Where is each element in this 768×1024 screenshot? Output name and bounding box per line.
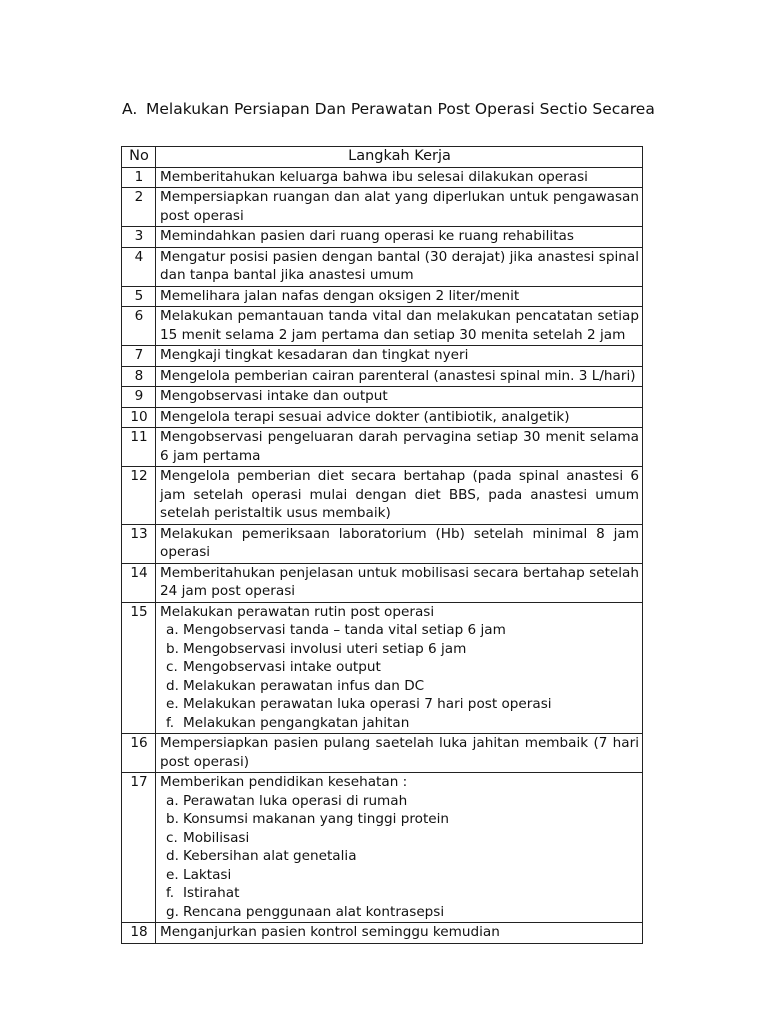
row-step-cell	[156, 227, 643, 248]
table-row	[122, 602, 643, 734]
step-text: Mengelola pemberian cairan parenteral (anastesi spinal min. 3 L/hari)	[160, 367, 636, 384]
sub-step-marker: e.	[166, 866, 179, 883]
step-text: Memberikan pendidikan kesehatan :	[160, 774, 408, 790]
sub-step-item	[160, 621, 639, 640]
row-step-cell	[156, 734, 643, 773]
table-row	[122, 467, 643, 525]
row-number: 6	[122, 307, 156, 346]
table-row	[122, 307, 643, 346]
header-step: Langkah Kerja	[156, 147, 643, 168]
row-step-cell	[156, 602, 643, 734]
sub-step-text: Kebersihan alat genetalia	[183, 848, 357, 864]
row-number: 15	[122, 602, 156, 734]
sub-step-text: Rencana penggunaan alat kontrasepsi	[183, 903, 445, 920]
table-row	[122, 923, 643, 944]
step-text: Mengelola terapi sesuai advice dokter (antibiotik, analgetik)	[160, 408, 570, 425]
table-row	[122, 524, 643, 563]
table-row	[122, 227, 643, 248]
sub-step-marker: d.	[166, 848, 179, 864]
table-row	[122, 773, 643, 923]
step-text: Melakukan perawatan rutin post operasi	[160, 603, 435, 620]
table-row	[122, 407, 643, 428]
row-step-cell	[156, 247, 643, 286]
sub-step-item	[160, 714, 639, 733]
step-text: Mempersiapkan ruangan dan alat yang diperlukan untuk pengawasan post operasi	[160, 189, 639, 224]
row-number: 18	[122, 923, 156, 944]
step-text: Mengobservasi pengeluaran darah pervagina setiap 30 menit selama 6 jam pertama	[160, 429, 639, 464]
row-number: 16	[122, 734, 156, 773]
table-body	[122, 167, 643, 943]
row-step-cell	[156, 307, 643, 346]
row-number: 5	[122, 286, 156, 307]
table-row	[122, 428, 643, 467]
table-row	[122, 188, 643, 227]
step-text: Memberitahukan keluarga bahwa ibu selesai dilakukan operasi	[160, 168, 588, 185]
sub-step-text: Perawatan luka operasi di rumah	[183, 792, 408, 809]
row-step-cell	[156, 524, 643, 563]
row-step-cell	[156, 346, 643, 367]
row-number: 10	[122, 407, 156, 428]
sub-step-marker: b.	[166, 640, 179, 657]
sub-step-list	[160, 621, 639, 732]
sub-step-item	[160, 640, 639, 659]
row-number: 3	[122, 227, 156, 248]
table-row	[122, 247, 643, 286]
sub-step-item	[160, 658, 639, 677]
table-row	[122, 167, 643, 188]
step-text: Memberitahukan penjelasan untuk mobilisasi secara bertahap setelah 24 jam post operasi	[160, 564, 639, 599]
row-number: 1	[122, 167, 156, 188]
sub-step-item	[160, 792, 639, 811]
table-row	[122, 346, 643, 367]
row-step-cell	[156, 467, 643, 525]
row-step-cell	[156, 366, 643, 387]
step-text: Melakukan pemantauan tanda vital dan melakukan pencatatan setiap 15 menit selama 2 jam pertama dan setiap 30 menita setelah 2 jam	[160, 308, 639, 343]
row-step-cell	[156, 167, 643, 188]
table-row	[122, 734, 643, 773]
step-text: Melakukan pemeriksaan laboratorium (Hb) setelah minimal 8 jam operasi	[160, 525, 639, 560]
sub-step-item	[160, 810, 639, 829]
row-step-cell	[156, 387, 643, 408]
sub-step-marker: c.	[166, 659, 178, 675]
section-heading	[122, 100, 682, 118]
table-row	[122, 286, 643, 307]
row-step-cell	[156, 773, 643, 923]
table-row	[122, 366, 643, 387]
sub-step-marker: c.	[166, 829, 178, 846]
table-row	[122, 387, 643, 408]
sub-step-text: Melakukan perawatan luka operasi 7 hari post operasi	[183, 696, 552, 712]
section-number: A.	[122, 100, 138, 118]
sub-step-list	[160, 792, 639, 922]
row-number: 17	[122, 773, 156, 923]
sub-step-text: Mengobservasi tanda – tanda vital setiap 6 jam	[183, 622, 506, 638]
table-header-row	[122, 147, 643, 168]
row-step-cell	[156, 286, 643, 307]
step-text: Mengelola pemberian diet secara bertahap (pada spinal anastesi 6 jam setelah operasi mulai dengan diet BBS, pada anastesi umum setelah peristaltik usus membaik)	[160, 468, 639, 521]
section-title: Melakukan Persiapan Dan Perawatan Post Operasi Sectio Secarea	[146, 100, 655, 118]
sub-step-marker: e.	[166, 696, 179, 712]
sub-step-item	[160, 847, 639, 866]
sub-step-marker: f.	[166, 714, 175, 731]
sub-step-text: Laktasi	[183, 866, 232, 883]
sub-step-item	[160, 884, 639, 903]
step-text: Menganjurkan pasien kontrol seminggu kemudian	[160, 924, 500, 940]
sub-step-text: Melakukan perawatan infus dan DC	[183, 677, 425, 694]
row-step-cell	[156, 428, 643, 467]
row-step-cell	[156, 188, 643, 227]
sub-step-marker: d.	[166, 677, 179, 694]
sub-step-item	[160, 677, 639, 696]
row-number: 12	[122, 467, 156, 525]
row-number: 7	[122, 346, 156, 367]
row-number: 4	[122, 247, 156, 286]
sub-step-text: Mengobservasi involusi uteri setiap 6 jam	[183, 640, 467, 657]
sub-step-marker: g.	[166, 903, 179, 920]
row-step-cell	[156, 923, 643, 944]
header-no: No	[122, 147, 156, 168]
step-text: Memelihara jalan nafas dengan oksigen 2 liter/menit	[160, 287, 520, 304]
step-text: Mengobservasi intake dan output	[160, 388, 388, 404]
step-text: Mempersiapkan pasien pulang saetelah luka jahitan membaik (7 hari post operasi)	[160, 735, 639, 770]
table-row	[122, 563, 643, 602]
sub-step-text: Melakukan pengangkatan jahitan	[183, 714, 410, 731]
row-number: 13	[122, 524, 156, 563]
sub-step-marker: a.	[166, 792, 179, 809]
step-text: Memindahkan pasien dari ruang operasi ke ruang rehabilitas	[160, 228, 574, 244]
row-number: 14	[122, 563, 156, 602]
row-number: 2	[122, 188, 156, 227]
sub-step-text: Mengobservasi intake output	[183, 659, 381, 675]
row-step-cell	[156, 407, 643, 428]
procedure-table	[121, 146, 643, 944]
sub-step-item	[160, 903, 639, 922]
sub-step-marker: a.	[166, 622, 179, 638]
sub-step-item	[160, 829, 639, 848]
sub-step-text: Istirahat	[183, 885, 240, 901]
sub-step-text: Konsumsi makanan yang tinggi protein	[183, 811, 450, 827]
sub-step-marker: f.	[166, 885, 175, 901]
row-number: 8	[122, 366, 156, 387]
row-number: 9	[122, 387, 156, 408]
sub-step-text: Mobilisasi	[183, 829, 250, 846]
row-step-cell	[156, 563, 643, 602]
row-number: 11	[122, 428, 156, 467]
step-text: Mengatur posisi pasien dengan bantal (30 derajat) jika anastesi spinal dan tanpa bantal jika anastesi umum	[160, 248, 639, 283]
sub-step-marker: b.	[166, 811, 179, 827]
sub-step-item	[160, 695, 639, 714]
step-text: Mengkaji tingkat kesadaran dan tingkat nyeri	[160, 347, 469, 363]
sub-step-item	[160, 866, 639, 885]
